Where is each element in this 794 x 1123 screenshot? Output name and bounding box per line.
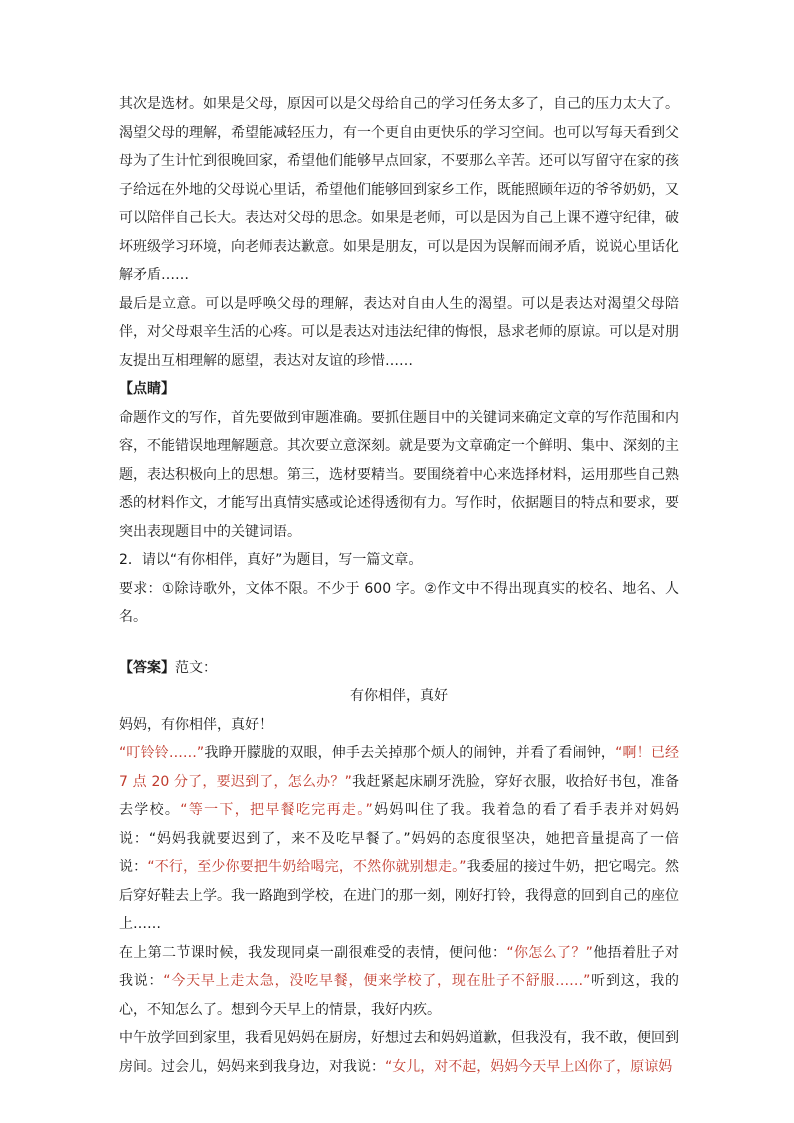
text-deskmate: 他捂着肚子对我说： <box>119 944 680 989</box>
answer-label: 【答案】 <box>119 659 175 676</box>
text-class: 在上第二节课时候，我发现同桌一副很难受的表情，便问他： <box>119 944 507 961</box>
question-requirement: 要求：①除诗歌外，文体不限。不少于 600 字。②作文中不得出现真实的校名、地名、人名。 <box>119 580 679 625</box>
text-guilty: 听到这，我的心，不知怎么了。想到今天早上的情景，我好内疚。 <box>119 973 680 1018</box>
paragraph-highlight: 命题作文的写作，首先要做到审题准确。要抓住题目中的关键词来确定文章的写作范围和内容，不能错误地理解题意。其次要立意深刻。就是要为文章确定一个鲜明、集中、深刻的主题，表达积极向上的思想。第三，选材要精当。要围绕着中心来选择材料，运用那些自己熟悉的材料作文，才能写出真情实感或论述得透彻有力。写作时，依据题目的特点和要求，要突出表现题目中的关键词语。 <box>119 409 679 540</box>
spacer <box>119 632 679 654</box>
essay-title: 有你相伴，真好 <box>350 688 448 704</box>
document-page <box>119 90 679 1081</box>
quote-deskmate: “今天早上走太急，没吃早餐，便来学校了，现在肚子不舒服……” <box>163 973 591 989</box>
answer-heading <box>119 654 679 683</box>
text-getready: 我赶紧起床刷牙洗脸，穿好衣服，收拾好书包，准备去学校。 <box>119 773 680 818</box>
essay-paragraph-class <box>119 939 679 1025</box>
quote-milk: “不行，至少你要把牛奶给喝完，不然你就别想走。” <box>147 859 467 875</box>
essay-opening-line: 妈妈，有你相伴，真好！ <box>119 716 273 733</box>
paragraph-selection: 其次是选材。如果是父母，原因可以是父母给自己的学习任务太多了，自己的压力太大了。渴望父母的理解，希望能减轻压力，有一个更自由更快乐的学习空间。也可以写每天看到父母为了生计忙到很晚回家，希望他们能够早点回家，不要那么辛苦。还可以写留守在家的孩子给远在外地的父母说心里话，希望他们能够回到家乡工作，既能照顾年迈的爷爷奶奶，又可以陪伴自己长大。表达对父母的思念。如果是老师，可以是因为自己上课不遵守纪律，破坏班级学习环境，向老师表达歉意。如果是朋友，可以是因为误解而闹矛盾，说说心里话化解矛盾…… <box>119 96 679 283</box>
text-noon: 中午放学回到家里，我看见妈妈在厨房，好想过去和妈妈道歉，但我没有，我不敢，便回到房间。过会儿，妈妈来到我身边，对我说： <box>119 1030 679 1075</box>
quote-ask: “你怎么了？” <box>506 944 593 961</box>
quote-late: “啊！已经 7 点 20 分了，要迟到了，怎么办？” <box>119 745 680 790</box>
text-school: 我委屈的接过牛奶，把它喝完。然后穿好鞋去上学。我一路跑到学校，在进门的那一刻，刚好打铃，我得意的回到自己的座位上…… <box>119 859 679 932</box>
paragraph-theme: 最后是立意。可以是呼唤父母的理解，表达对自由人生的渴望。可以是表达对渴望父母陪伴，对父母艰辛生活的心疼。可以是表达对违法纪律的悔恨，恳求老师的原谅。可以是对朋友提出互相理解的愿望，表达对友谊的珍惜…… <box>119 295 679 369</box>
text-mom-stop: 妈妈叫住了我。我着急的看了看手表并对妈妈说：“妈妈我就要迟到了，来不及吃早餐了。”妈妈的态度很坚决，她把音量提高了一倍说： <box>119 802 680 875</box>
highlight-label: 【点睛】 <box>119 381 175 397</box>
answer-label-suffix: 范文： <box>175 659 217 676</box>
text-wake: 我睁开朦胧的双眼，伸手去关掉那个烦人的闹钟，并看了看闹钟， <box>204 745 616 761</box>
essay-paragraph-noon <box>119 1024 679 1081</box>
quote-alarm: “叮铃铃……” <box>119 745 205 761</box>
essay-paragraph-morning <box>119 739 679 939</box>
question-2: 2．请以“有你相伴，真好”为题目，写一篇文章。 <box>119 552 423 568</box>
quote-breakfast: “等一下，把早餐吃完再走。” <box>180 802 373 818</box>
quote-apology: “女儿，对不起，妈妈今天早上凶你了，原谅妈 <box>385 1058 673 1075</box>
